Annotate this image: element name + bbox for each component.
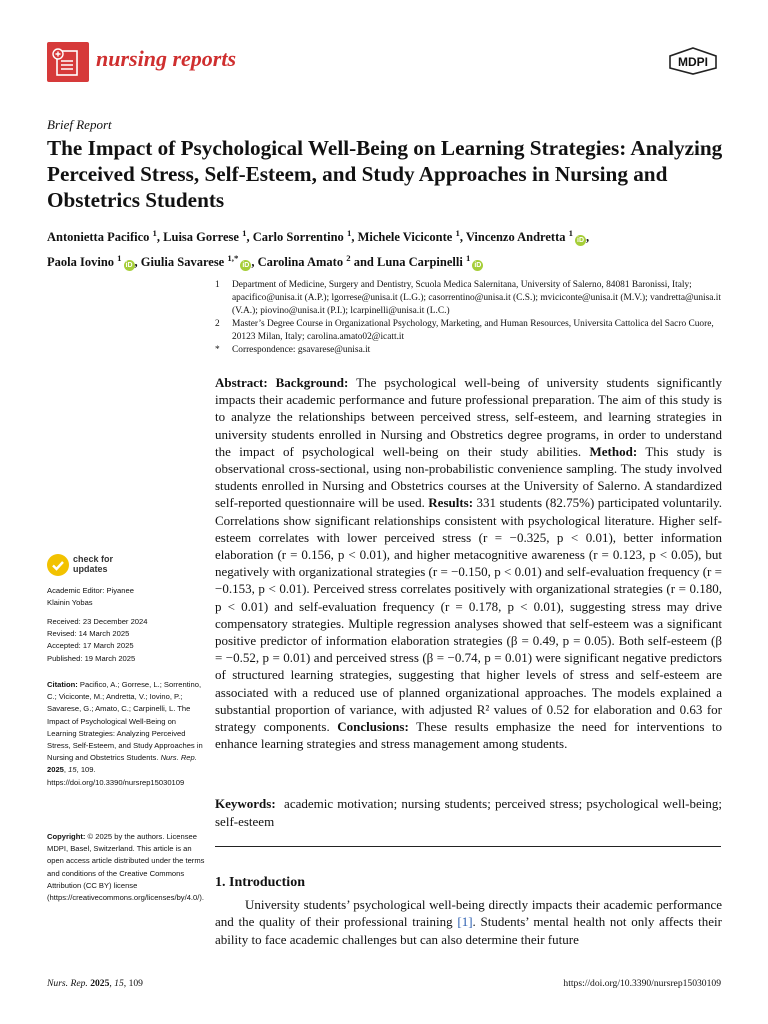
journal-logo bbox=[47, 42, 89, 82]
article-type: Brief Report bbox=[47, 117, 112, 132]
intro-paragraph: University students’ psychological well-being directly impacts their academic performance and the quality of their professional training [1]. Students’ mental health not only affects their ability to face academic challenges but can also determine their future bbox=[215, 897, 722, 947]
abstract: Abstract: Background: The psychological well-being of university students significantly impacts their academic performance and future professional preparation. The aim of this study is to analyze the relationships between perceived stress, self-esteem, and learning strategies in university students enrolled in Nursing and Obstretics degree programs, in order to understand the impact of psychological well-being on their study abilities. Method: This study is observational cross-sectional, using non-probabilistic convenience sampling. The study involved students enrolled in Nursing and Obstetrics courses at the University of Salerno. A standardized self-reported questionnaire will be used. Results: 331 students (82.75%) participated voluntarily. Correlations show significant relationships consistent with psychological literature. Higher self-esteem correlates with lower perceived stress (r = −0.325, p < 0.01), better information elaboration (r = 0.156, p < 0.01), and higher metacognitive awareness (r = 0.123, p < 0.05), but negatively with organizational strategies (r = −0.150, p < 0.01) and self-evaluation frequency (r = −0.153, p < 0.01). Perceived stress correlates positively with organizational strategies (r = 0.180, p < 0.01) and self-evaluation frequency (r = 0.178, p < 0.01), suggesting stress may drive compensatory strategies. Multiple regression analyses showed that self-esteem was a significant positive predictor of information elaboration strategies (β = 0.49, p = 0.05). Both self-esteem (β = −0.52, p = 0.01) and perceived stress (β = −0.74, p = 0.01) were significant negative predictors of structured learning strategies, suggesting that higher levels of stress and self-esteem are associated with a reduced use of planned organizational approaches. The models explained a substantial proportion of variance, with adjusted R² values of 0.52 for elaboration and 0.63 for strategy components. Conclusions: These results emphasize the need for interventions to enhance learning strategies and stress management among students. bbox=[215, 375, 723, 752]
mdpi-logo-text: MDPI bbox=[678, 55, 708, 69]
author: Carolina Amato $^2$ and bbox=[257, 253, 378, 270]
authors-line-1 bbox=[47, 223, 727, 248]
author: Antonietta Pacifico $^1$, bbox=[47, 228, 164, 245]
affiliation-2: 2 Master’s Degree Course in Organizational Psychology, Marketing, and Human Resources, Universita Cattolica del Sacro Cuore, 20123 Milan, Italy; carolina.amato02@icatt.it bbox=[215, 319, 714, 342]
section-divider bbox=[215, 846, 721, 847]
revised-date: Revised: 14 March 2025 bbox=[47, 629, 130, 639]
orcid-icon[interactable]: iD bbox=[474, 262, 482, 270]
author: Michele Viciconte $^1$, bbox=[357, 228, 466, 245]
orcid-icon[interactable]: iD bbox=[242, 262, 250, 270]
check-icon bbox=[47, 554, 69, 576]
section-heading: 1. Introduction bbox=[215, 875, 305, 890]
reference-link[interactable]: [1] bbox=[457, 914, 473, 930]
academic-editor: Academic Editor: Piyanee Klainin Yobas bbox=[47, 586, 134, 608]
author: Giulia Savarese $^{1,*}$iD , bbox=[140, 253, 258, 270]
footer-citation: Nurs. Rep. 2025, 15, 109 bbox=[47, 978, 143, 989]
author: Carlo Sorrentino $^1$, bbox=[252, 228, 358, 245]
orcid-icon[interactable]: iD bbox=[577, 237, 585, 245]
affiliations bbox=[215, 279, 727, 357]
published-date: Published: 19 March 2025 bbox=[47, 653, 136, 663]
affiliation-1: 1 Department of Medicine, Surgery and Dentistry, Scuola Medica Salernitana, University of Salerno, 84081 Baronissi, Italy; apacifico@unisa.it (A.P.); lgorrese@unisa.it (L.G.); casorrentino@unisa.it (C.S.); mviciconte@unisa.it (M.V.); vandretta@unisa.it (V.A.); piovino@unisa.it (P.I.); lcarpinelli@unisa.it (L.C.) bbox=[215, 280, 721, 316]
citation-block: Citation: Pacifico, A.; Gorrese, L.; Sorrentino, C.; Viciconte, M.; Andretta, V.; Iovino, P.; Savarese, G.; Amato, C.; Carpinelli, L. The Impact of Psychological Well-Being on Learning Strategies: Analyzing Perceived Stress, Self-Esteem, and Study Approaches in Nursing and Obstetrics Students. Nurs. Rep. 2025, 15, 109. https://doi.org/10.3390/nursrep15030109 bbox=[47, 680, 203, 787]
authors-line-2 bbox=[47, 248, 727, 273]
author-list bbox=[47, 223, 727, 273]
author: Vincenzo Andretta $^1$iD , bbox=[465, 228, 590, 245]
footer-doi[interactable]: https://doi.org/10.3390/nursrep15030109 bbox=[563, 978, 721, 989]
article-title: The Impact of Psychological Well-Being on Learning Strategies: Analyzing Perceived Stress, Self-Esteem, and Study Approaches in Nursing and Obstetrics Students bbox=[47, 136, 723, 212]
correspondence: * Correspondence: gsavarese@unisa.it bbox=[215, 345, 371, 355]
author: Luna Carpinelli $^1$iD bbox=[377, 253, 482, 270]
copyright-block: Copyright: © 2025 by the authors. Licensee MDPI, Basel, Switzerland. This article is an open access article distributed under the terms and conditions of the Creative Commons Attribution (CC BY) license (https://creativecommons.org/licenses/by/4.0/). bbox=[47, 832, 205, 903]
orcid-icon[interactable]: iD bbox=[125, 262, 133, 270]
received-date: Received: 23 December 2024 bbox=[47, 617, 148, 626]
check-for-updates-badge[interactable]: check for updates bbox=[47, 553, 167, 579]
keywords: Keywords: academic motivation; nursing students; perceived stress; psychological well-being; self-esteem bbox=[215, 796, 723, 829]
author: Paola Iovino $^1$iD , bbox=[47, 253, 141, 270]
dates bbox=[47, 616, 207, 665]
accepted-date: Accepted: 17 March 2025 bbox=[47, 641, 134, 651]
author: Luisa Gorrese $^1$, bbox=[163, 228, 253, 245]
mdpi-logo[interactable] bbox=[666, 46, 720, 76]
journal-name: nursing reports bbox=[96, 46, 237, 71]
